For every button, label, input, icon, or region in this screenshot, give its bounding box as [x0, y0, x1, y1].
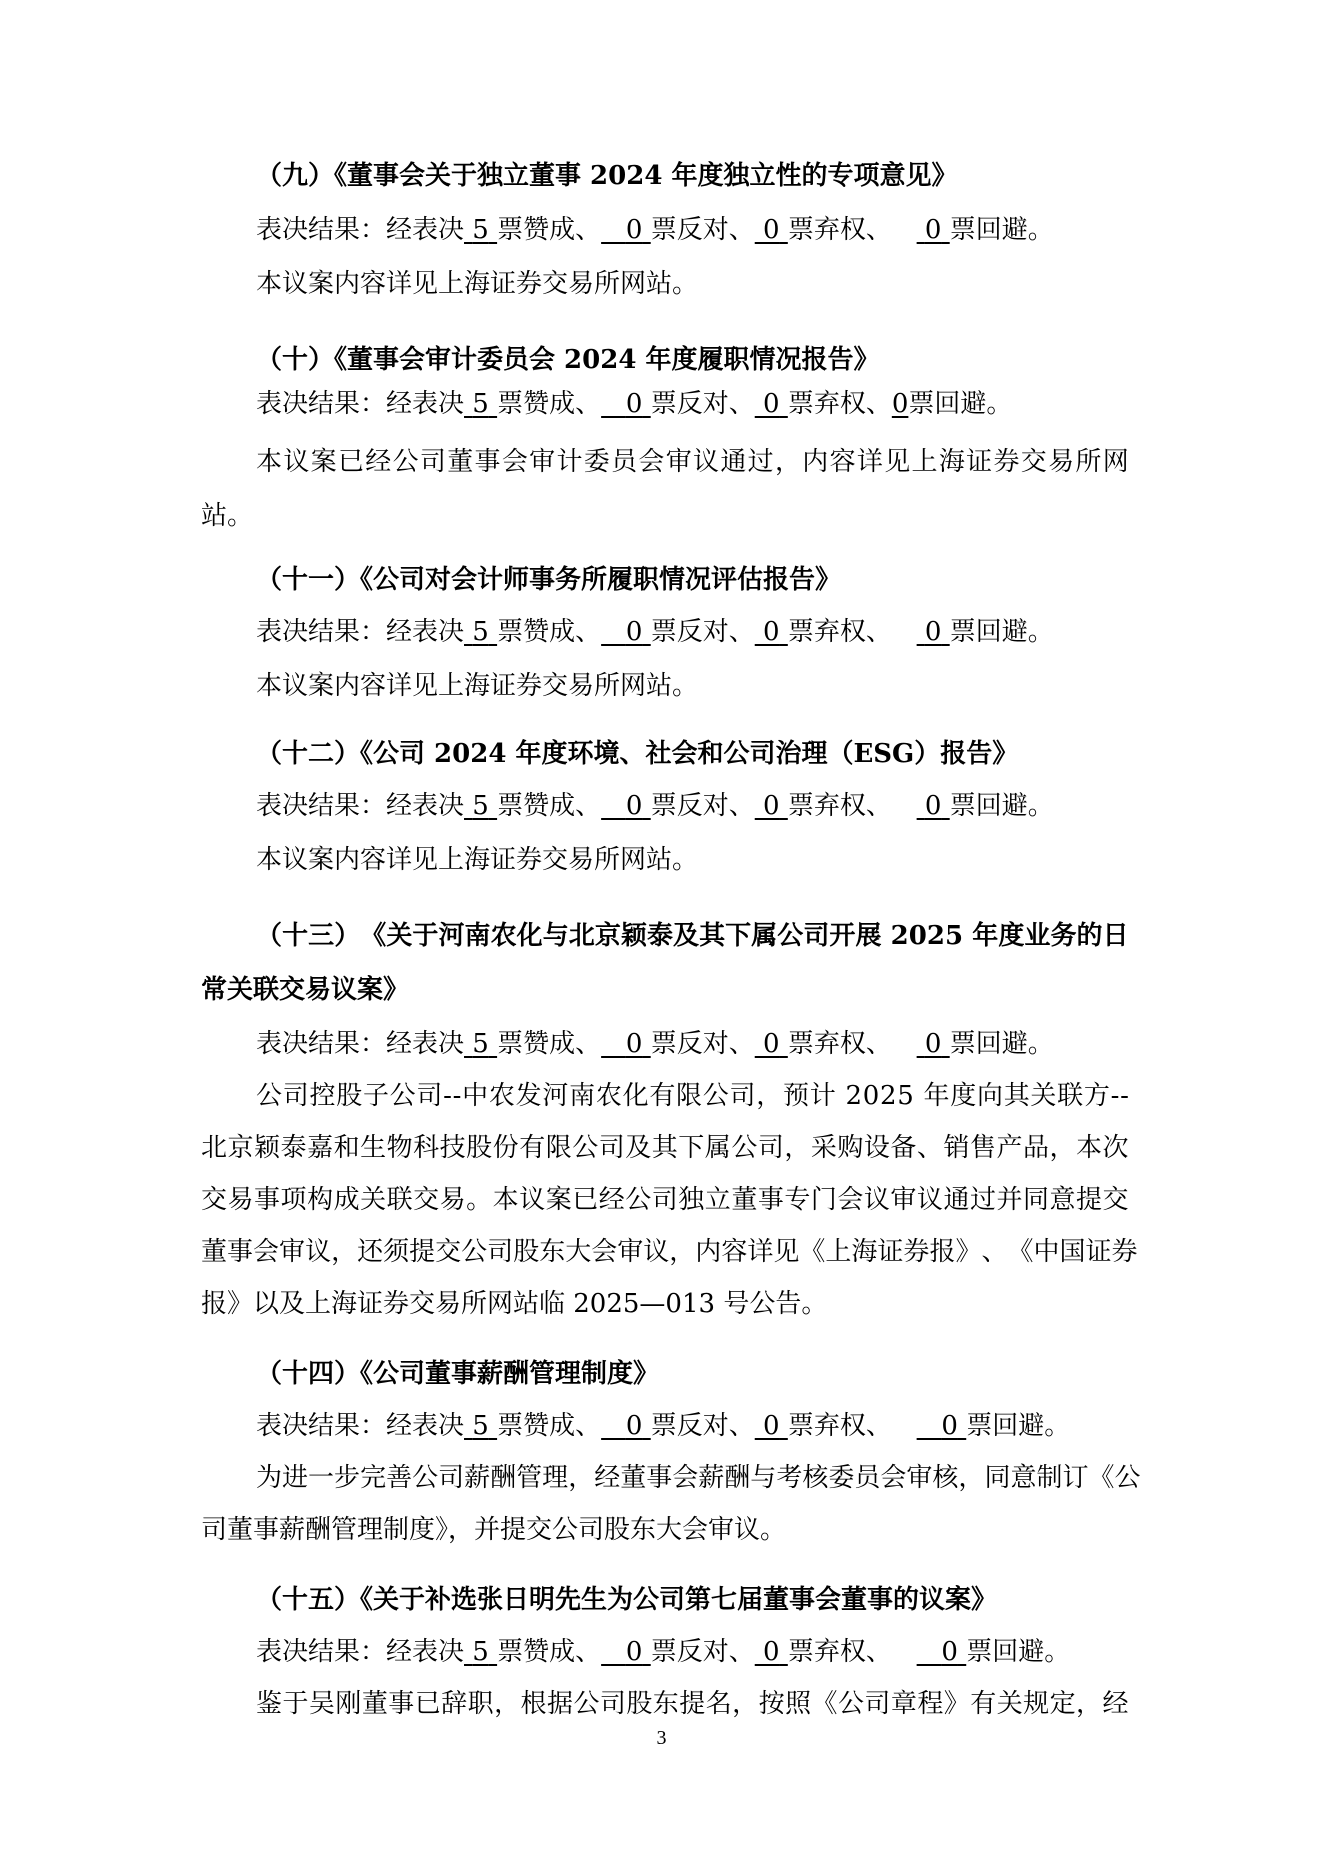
vote-recuse-count: 0 [891, 389, 909, 419]
vote-for-count: 5 [472, 1029, 489, 1059]
section-heading-11: （十一）《公司对会计师事务所履职情况评估报告》 [256, 565, 842, 595]
vote-for-count: 5 [472, 389, 489, 419]
vote-for-count: 5 [472, 1411, 489, 1441]
section-para-13-line5: 报》以及上海证券交易所网站临 2025—013 号公告。 [201, 1289, 828, 1319]
section-heading-10: （十）《董事会审计委员会 2024 年度履职情况报告》 [256, 345, 880, 375]
vote-result-14: 表决结果：经表决 5 票赞成、 0 票反对、 0 票弃权、 0 票回避。 [256, 1411, 1071, 1441]
section-para-14-line1: 为 进 一 步 完 善 公 司 薪 酬 管 理 ， 经 董 事 会 薪 酬 与 考 核 委 员 会 审 核 ， 同 意 制 订 《 公 [256, 1463, 1141, 1493]
section-heading-13-line2: 常关联交易议案》 [201, 975, 410, 1005]
vote-abstain-count: 0 [763, 1029, 780, 1059]
section-heading-13-line1: （ 十 三 ） 《 关 于 河 南 农 化 与 北 京 颖 泰 及 其 下 属 公 司 开 展 2 0 2 5 年 度 业 务 的 日 [256, 921, 1129, 951]
vote-recuse-count: 0 [941, 1637, 958, 1667]
vote-recuse-count: 0 [924, 1029, 942, 1059]
section-para-13-line2: 北 京 颖 泰 嘉 和 生 物 科 技 股 份 有 限 公 司 及 其 下 属 公 司 ， 采 购 设 备 、 销 售 产 品 ， 本 次 [201, 1133, 1129, 1163]
vote-against-count: 0 [625, 1411, 643, 1441]
section-note-10-line2: 站。 [201, 501, 254, 531]
vote-for-count: 5 [472, 1637, 489, 1667]
section-para-13-line1: 公 司 控 股 子 公 司 - - 中 农 发 河 南 农 化 有 限 公 司 ， 预 计 2 0 2 5 年 度 向 其 关 联 方 - - [256, 1081, 1129, 1111]
vote-against-count: 0 [625, 1029, 643, 1059]
vote-result-10: 表决结果：经表决 5 票赞成、 0 票反对、 0 票弃权、0票回避。 [256, 389, 1013, 419]
section-heading-14: （十四）《公司董事薪酬管理制度》 [256, 1359, 660, 1389]
vote-abstain-count: 0 [763, 617, 780, 647]
vote-for-count: 5 [472, 215, 489, 245]
vote-against-count: 0 [625, 389, 643, 419]
vote-against-count: 0 [625, 215, 643, 245]
vote-against-count: 0 [625, 791, 643, 821]
section-heading-12: （十二）《公司 2024 年度环境、社会和公司治理（ESG）报告》 [256, 739, 1019, 769]
vote-result-9: 表决结果：经表决 5 票赞成、 0 票反对、 0 票弃权、 0 票回避。 [256, 215, 1054, 245]
section-note-10-line1: 本 议 案 已 经 公 司 董 事 会 审 计 委 员 会 审 议 通 过 ， 内 容 详 见 上 海 证 券 交 易 所 网 [256, 447, 1129, 477]
section-note-9: 本议案内容详见上海证券交易所网站。 [256, 269, 699, 299]
vote-recuse-count: 0 [941, 1411, 958, 1441]
vote-result-12: 表决结果：经表决 5 票赞成、 0 票反对、 0 票弃权、 0 票回避。 [256, 791, 1054, 821]
section-heading-15: （十五）《关于补选张日明先生为公司第七届董事会董事的议案》 [256, 1585, 998, 1615]
section-para-13-line4: 董 事 会 审 议 ， 还 须 提 交 公 司 股 东 大 会 审 议 ， 内 容 详 见 《 上 海 证 券 报 》 、 《 中 国 证 券 [201, 1237, 1138, 1267]
vote-result-15: 表决结果：经表决 5 票赞成、 0 票反对、 0 票弃权、 0 票回避。 [256, 1637, 1071, 1667]
section-note-12: 本议案内容详见上海证券交易所网站。 [256, 845, 699, 875]
section-para-14-line2: 司董事薪酬管理制度》，并提交公司股东大会审议。 [201, 1515, 787, 1545]
vote-for-count: 5 [472, 617, 489, 647]
vote-result-11: 表决结果：经表决 5 票赞成、 0 票反对、 0 票弃权、 0 票回避。 [256, 617, 1054, 647]
vote-against-count: 0 [625, 1637, 643, 1667]
vote-abstain-count: 0 [763, 389, 780, 419]
vote-abstain-count: 0 [763, 1637, 780, 1667]
vote-result-13: 表决结果：经表决 5 票赞成、 0 票反对、 0 票弃权、 0 票回避。 [256, 1029, 1054, 1059]
vote-recuse-count: 0 [924, 791, 942, 821]
vote-against-count: 0 [625, 617, 643, 647]
vote-recuse-count: 0 [924, 617, 942, 647]
vote-for-count: 5 [472, 791, 489, 821]
vote-abstain-count: 0 [763, 791, 780, 821]
vote-abstain-count: 0 [763, 215, 780, 245]
vote-recuse-count: 0 [924, 215, 942, 245]
page-number: 3 [656, 1727, 667, 1749]
section-para-13-line3: 交 易 事 项 构 成 关 联 交 易 。 本 议 案 已 经 公 司 独 立 董 事 专 门 会 议 审 议 通 过 并 同 意 提 交 [201, 1185, 1129, 1215]
section-note-11: 本议案内容详见上海证券交易所网站。 [256, 671, 699, 701]
section-para-15-line1: 鉴 于 吴 刚 董 事 已 辞 职 ， 根 据 公 司 股 东 提 名 ， 按 照 《 公 司 章 程 》 有 关 规 定 ， 经 [256, 1689, 1129, 1719]
section-heading-9: （九）《董事会关于独立董事 2024 年度独立性的专项意见》 [256, 161, 958, 191]
vote-abstain-count: 0 [763, 1411, 780, 1441]
